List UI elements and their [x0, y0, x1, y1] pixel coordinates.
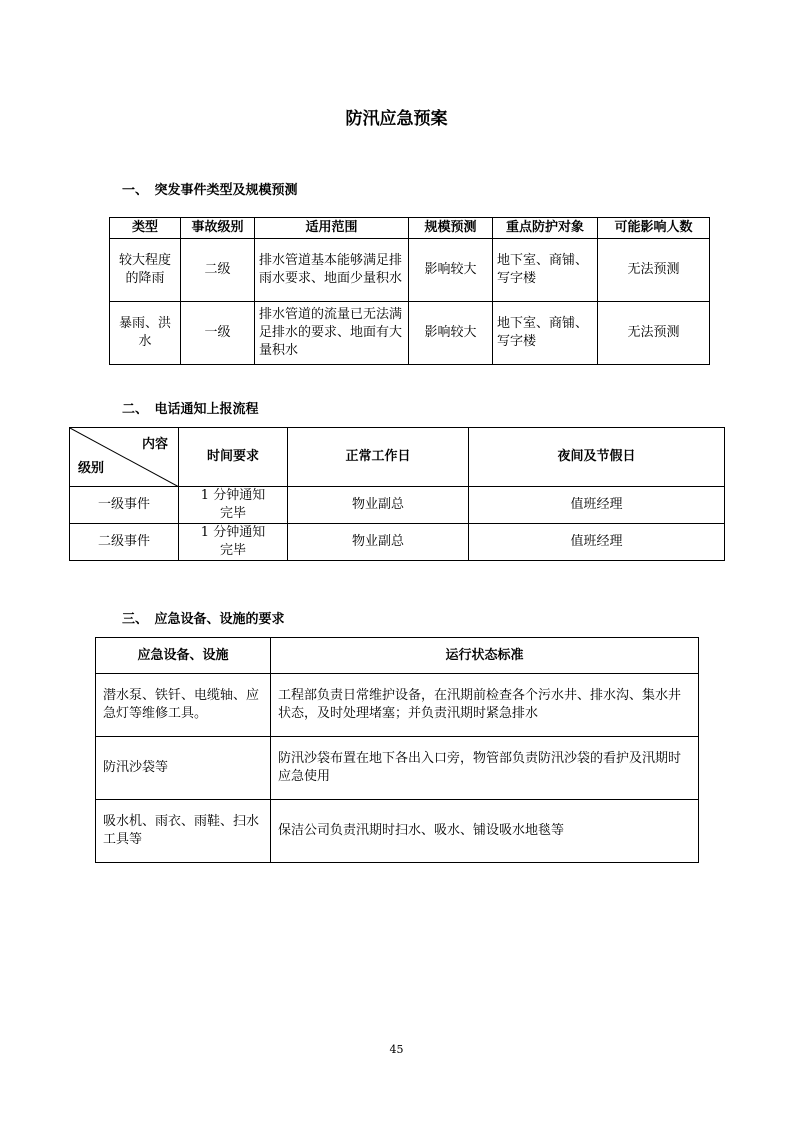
table-row: [70, 487, 725, 524]
diagonal-header-cell: [70, 428, 179, 487]
cell: 1 分钟通知完毕: [179, 524, 288, 561]
col-header: 事故级别: [181, 218, 255, 239]
table-header-row: [70, 428, 725, 487]
section1-heading: 一、 突发事件类型及规模预测: [122, 183, 298, 198]
table-row: [70, 524, 725, 561]
cell: 地下室、商铺、写字楼: [493, 302, 598, 365]
notification-table: [69, 427, 725, 561]
cell: 一级: [181, 302, 255, 365]
table-row: [110, 239, 710, 302]
col-header: 适用范围: [255, 218, 409, 239]
section3-heading: 三、 应急设备、设施的要求: [122, 612, 285, 627]
cell: 值班经理: [469, 487, 725, 524]
cell: 影响较大: [409, 239, 493, 302]
cell: 地下室、商铺、写字楼: [493, 239, 598, 302]
table-header-row: [110, 218, 710, 239]
col-header: 类型: [110, 218, 181, 239]
cell: 工程部负责日常维护设备，在汛期前检查各个污水井、排水沟、集水井状态，及时处理堵塞；并负责汛期时紧急排水: [271, 674, 699, 737]
cell: 1 分钟通知完毕: [179, 487, 288, 524]
cell: 防汛沙袋布置在地下各出入口旁，物管部负责防汛沙袋的看护及汛期时应急使用: [271, 737, 699, 800]
equipment-table: [95, 637, 699, 863]
col-header: 可能影响人数: [598, 218, 710, 239]
cell: 物业副总: [288, 524, 469, 561]
cell: 暴雨、洪水: [110, 302, 181, 365]
cell: 二级事件: [70, 524, 179, 561]
cell: 影响较大: [409, 302, 493, 365]
cell: 保洁公司负责汛期时扫水、吸水、铺设吸水地毯等: [271, 800, 699, 863]
cell: 值班经理: [469, 524, 725, 561]
table-row: [110, 302, 710, 365]
section2-heading: 二、 电话通知上报流程: [122, 402, 259, 417]
cell: 较大程度的降雨: [110, 239, 181, 302]
page-number: 45: [389, 1043, 404, 1056]
page-title: 防汛应急预案: [345, 109, 448, 129]
cell: 无法预测: [598, 239, 710, 302]
corner-label-level: 级别: [78, 461, 105, 476]
cell: 潜水泵、铁钎、电缆轴、应急灯等维修工具。: [96, 674, 271, 737]
cell: 物业副总: [288, 487, 469, 524]
col-header: 运行状态标准: [271, 638, 699, 674]
event-type-table: [109, 217, 710, 365]
table-header-row: [96, 638, 699, 674]
col-header: 正常工作日: [288, 428, 469, 487]
cell: 排水管道的流量已无法满足排水的要求、地面有大量积水: [255, 302, 409, 365]
table-row: [96, 737, 699, 800]
col-header: 夜间及节假日: [469, 428, 725, 487]
corner-label-content: 内容: [141, 437, 168, 452]
col-header: 时间要求: [179, 428, 288, 487]
cell: 防汛沙袋等: [96, 737, 271, 800]
table-row: [96, 674, 699, 737]
cell: 二级: [181, 239, 255, 302]
col-header: 应急设备、设施: [96, 638, 271, 674]
col-header: 规模预测: [409, 218, 493, 239]
cell: 一级事件: [70, 487, 179, 524]
cell: 吸水机、雨衣、雨鞋、扫水工具等: [96, 800, 271, 863]
cell: 排水管道基本能够满足排雨水要求、地面少量积水: [255, 239, 409, 302]
table-row: [96, 800, 699, 863]
col-header: 重点防护对象: [493, 218, 598, 239]
cell: 无法预测: [598, 302, 710, 365]
